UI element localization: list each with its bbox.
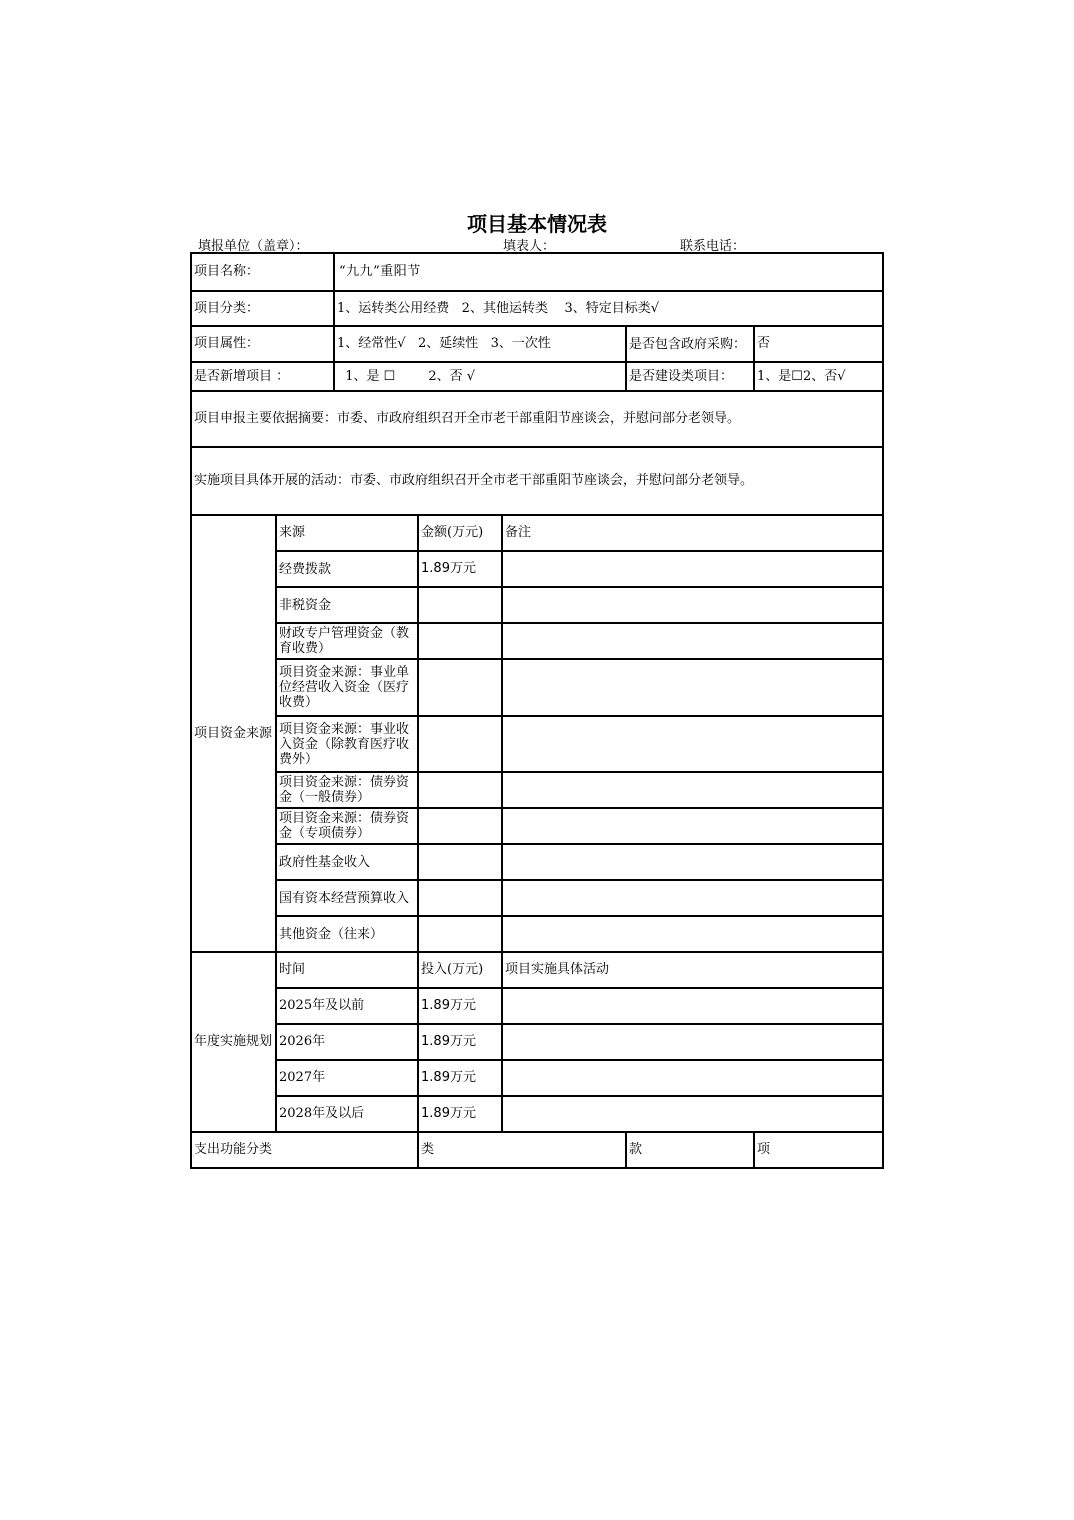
project-name-value[interactable]: “九九”重阳节 <box>334 253 883 291</box>
gov-purchase-label: 是否包含政府采购： <box>626 326 754 362</box>
funding-source: 政府性基金收入 <box>276 844 418 880</box>
expenditure-label: 支出功能分类 <box>191 1132 418 1168</box>
funding-note[interactable] <box>502 623 883 659</box>
funding-source: 其他资金（往来） <box>276 916 418 952</box>
construction-project-value[interactable]: 1、是☐2、否√ <box>754 362 883 391</box>
expenditure-category[interactable]: 类 <box>418 1132 626 1168</box>
construction-project-label: 是否建设类项目： <box>626 362 754 391</box>
funding-note[interactable] <box>502 916 883 952</box>
filler-label: 填表人： <box>503 239 556 254</box>
funding-source: 国有资本经营预算收入 <box>276 880 418 916</box>
funding-col-note: 备注 <box>502 515 883 551</box>
plan-time: 2027年 <box>276 1060 418 1096</box>
funding-amount[interactable] <box>418 844 502 880</box>
funding-amount[interactable] <box>418 916 502 952</box>
funding-amount[interactable] <box>418 587 502 623</box>
expenditure-item[interactable]: 项 <box>754 1132 883 1168</box>
gov-purchase-value[interactable]: 否 <box>754 326 883 362</box>
attribute-options[interactable]: 1、经常性√ 2、延续性 3、一次性 <box>334 326 626 362</box>
new-project-label: 是否新增项目 ： <box>191 362 334 391</box>
funding-amount[interactable] <box>418 659 502 716</box>
funding-note[interactable] <box>502 551 883 587</box>
plan-time: 2028年及以后 <box>276 1096 418 1132</box>
funding-amount[interactable] <box>418 623 502 659</box>
plan-col-time: 时间 <box>276 952 418 988</box>
funding-col-amount: 金额(万元) <box>418 515 502 551</box>
funding-note[interactable] <box>502 659 883 716</box>
plan-activity[interactable] <box>502 1060 883 1096</box>
expenditure-section[interactable]: 款 <box>626 1132 754 1168</box>
plan-activity[interactable] <box>502 988 883 1024</box>
phone-label: 联系电话： <box>680 239 746 254</box>
funding-note[interactable] <box>502 808 883 844</box>
plan-section-label: 年度实施规划 <box>191 952 276 1132</box>
funding-source: 经费拨款 <box>276 551 418 587</box>
plan-invest[interactable]: 1.89万元 <box>418 1024 502 1060</box>
funding-source: 项目资金来源：债券资金（一般债券） <box>276 772 418 808</box>
funding-source: 项目资金来源：事业单位经营收入资金（医疗收费） <box>276 659 418 716</box>
funding-amount[interactable] <box>418 716 502 772</box>
funding-section-label: 项目资金来源 <box>191 515 276 952</box>
funding-amount[interactable]: 1.89万元 <box>418 551 502 587</box>
funding-note[interactable] <box>502 844 883 880</box>
funding-note[interactable] <box>502 587 883 623</box>
plan-activity[interactable] <box>502 1096 883 1132</box>
funding-source: 项目资金来源：债券资金（专项债券） <box>276 808 418 844</box>
plan-invest[interactable]: 1.89万元 <box>418 1096 502 1132</box>
funding-col-source: 来源 <box>276 515 418 551</box>
funding-source: 项目资金来源：事业收入资金（除教育医疗收费外） <box>276 716 418 772</box>
plan-col-activity: 项目实施具体活动 <box>502 952 883 988</box>
funding-note[interactable] <box>502 880 883 916</box>
funding-source: 财政专户管理资金（教育收费） <box>276 623 418 659</box>
classification-label: 项目分类： <box>191 291 334 326</box>
funding-amount[interactable] <box>418 880 502 916</box>
funding-source: 非税资金 <box>276 587 418 623</box>
project-name-label: 项目名称： <box>191 253 334 291</box>
classification-options[interactable]: 1、运转类公用经费 2、其他运转类 3、特定目标类√ <box>334 291 883 326</box>
page-title: 项目基本情况表 <box>467 212 607 236</box>
funding-note[interactable] <box>502 772 883 808</box>
plan-activity[interactable] <box>502 1024 883 1060</box>
plan-time: 2026年 <box>276 1024 418 1060</box>
plan-time: 2025年及以前 <box>276 988 418 1024</box>
basis-summary[interactable]: 项目申报主要依据摘要：市委、市政府组织召开全市老干部重阳节座谈会，并慰问部分老领导。 <box>191 391 883 447</box>
funding-amount[interactable] <box>418 808 502 844</box>
activities-description[interactable]: 实施项目具体开展的活动：市委、市政府组织召开全市老干部重阳节座谈会，并慰问部分老领导。 <box>191 447 883 515</box>
plan-invest[interactable]: 1.89万元 <box>418 1060 502 1096</box>
plan-invest[interactable]: 1.89万元 <box>418 988 502 1024</box>
funding-amount[interactable] <box>418 772 502 808</box>
new-project-options[interactable]: 1、是 ☐ 2、否 √ <box>334 362 626 391</box>
attribute-label: 项目属性： <box>191 326 334 362</box>
reporting-unit-label: 填报单位（盖章）： <box>198 239 309 254</box>
funding-note[interactable] <box>502 716 883 772</box>
plan-col-invest: 投入(万元) <box>418 952 502 988</box>
project-basic-info-table <box>190 252 884 1169</box>
